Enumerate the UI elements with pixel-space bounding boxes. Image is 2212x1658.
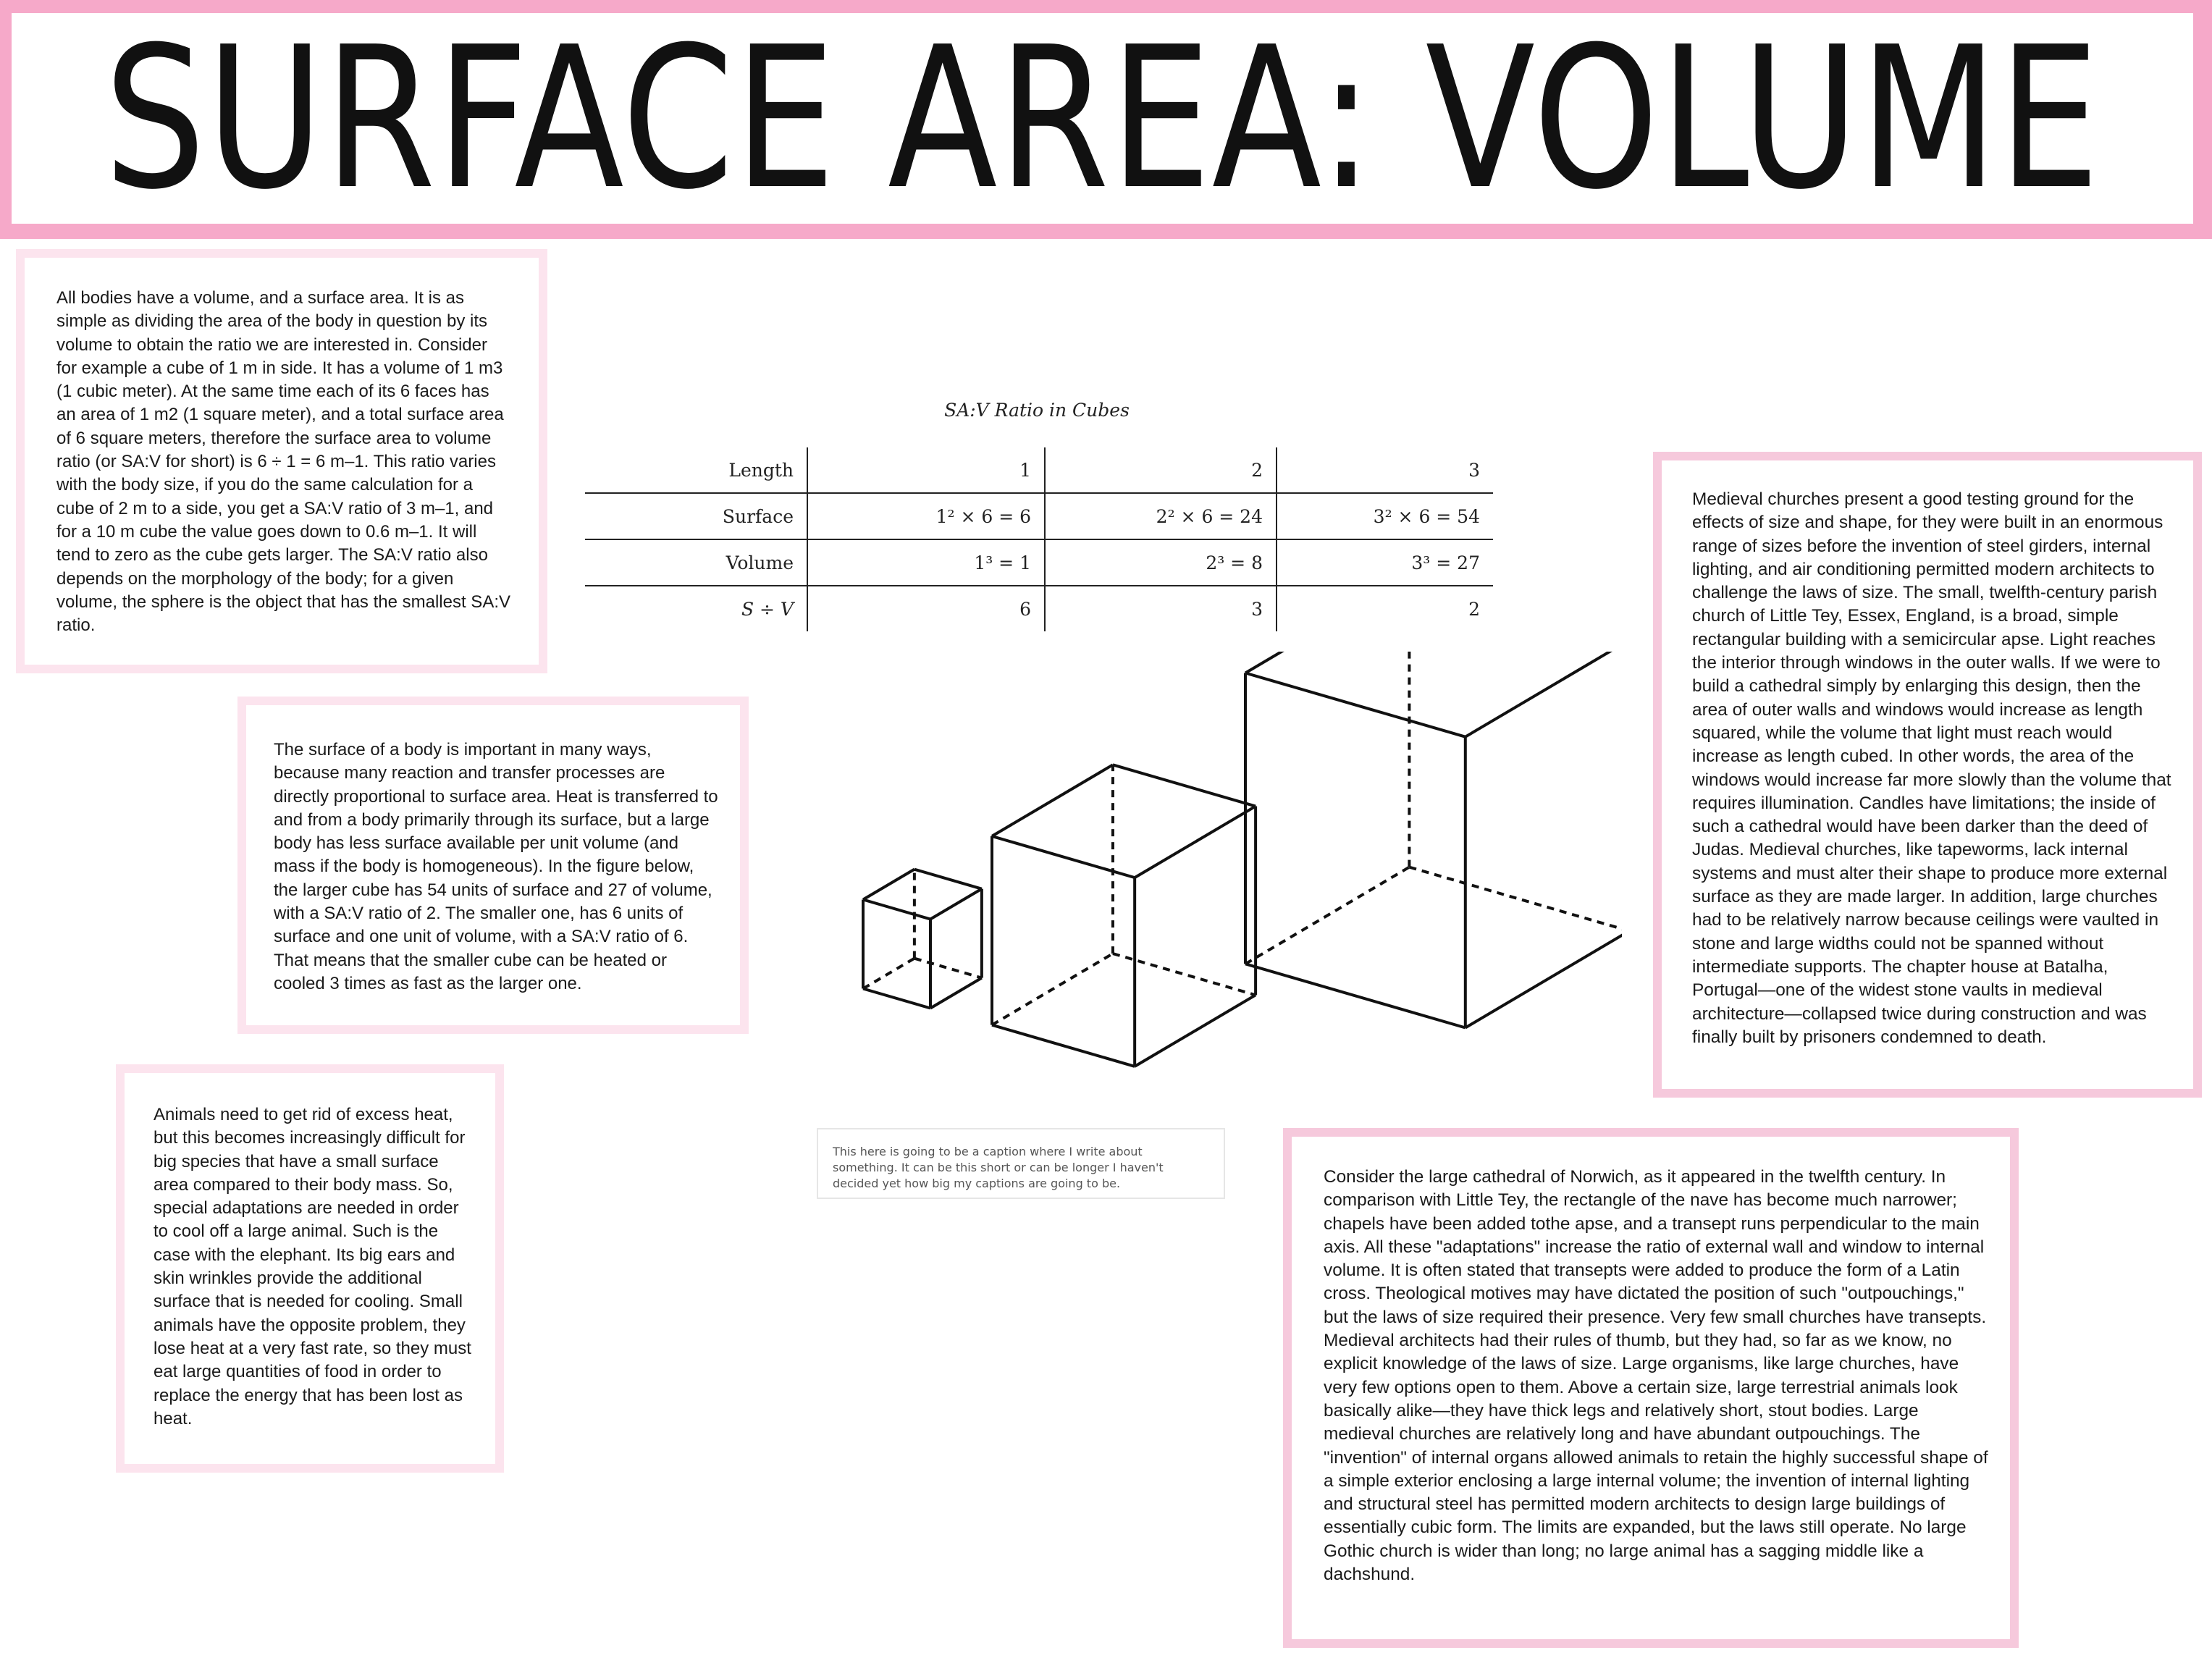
cube-hidden-edge — [914, 959, 982, 978]
table-row — [585, 447, 1493, 493]
cube-1 — [863, 870, 982, 1009]
table-cell: 2³ = 8 — [1045, 539, 1277, 586]
norwich-paragraph: Consider the large cathedral of Norwich, as it appeared in the twelfth century. In comparison with Little Tey, the rectangle of the nave has become much narrower; chapels have been added tothe apse, and a transept runs perpendicular to the main axis. All these "adaptations" increase the ratio of external wall and window to internal volume. It is often stated that transepts were added to produce the form of a Latin cross. Theological motives may have dictated the position of such "outpouchings," but the laws of size required their presence. Very few small churches have transepts. Medieval architects had their rules of thumb, but they had, so far as we know, no explicit knowledge of the laws of size. Large organisms, like large churches, have very few options open to them. Above a certain size, large terrestrial animals look basically alike—they have thick legs and relatively short, stout bodies. Large medieval churches are relatively long and have abundant outpouchings. The "invention" of internal organs allowed animals to retain the highly successful shape of a simple exterior enclosing a large internal volume; the invention of internal lighting and structural steel has permitted modern architects to design large buildings of essentially cubic form. The limits are expanded, but the laws still operate. No large Gothic church is wider than long; no large animal has a sagging middle like a dachshund. — [1324, 1167, 1988, 1585]
cube-hidden-edge — [1409, 867, 1622, 931]
table-cell: 2 — [1277, 586, 1493, 631]
table-cell: 2² × 6 = 24 — [1045, 493, 1277, 539]
table-cell: 2 — [1045, 447, 1277, 493]
cube-2 — [992, 765, 1256, 1066]
cube-edge — [992, 1025, 1135, 1066]
cube-edge — [1113, 765, 1256, 806]
cube-edge — [992, 765, 1113, 836]
row-label: Volume — [585, 539, 807, 586]
intro-paragraph: All bodies have a volume, and a surface area. It is as simple as dividing the area of the body in question by its volume to obtain the ratio we are interested in. Consider for example a cube of 1 m in side. It has a volume of 1 m3 (1 cubic meter). At the same time each of its 6 faces has an area of 1 m2 (1 square meter), and a total surface area of 6 square meters, therefore the surface area to volume ratio (or SA:V for short) is 6 ÷ 1 = 6 m–1. This ratio varies with the body size, if you do the same calculation for a cube of 2 m to a side, you get a SA:V ratio of 3 m–1, and for a 10 m cube the value goes down to 0.6 m–1. It will tend to zero as the cube gets larger. The SA:V ratio also depends on the morphology of the body; for a given volume, the sphere is the object that has the smallest SA:V ratio. — [56, 288, 510, 636]
cube-edge — [863, 870, 914, 900]
table-cell: 6 — [807, 586, 1045, 631]
table-row — [585, 539, 1493, 586]
cube-edge — [930, 978, 982, 1009]
cube-edge — [914, 870, 982, 889]
cube-edge — [863, 989, 930, 1009]
cube-edge — [1465, 652, 1622, 737]
sav-table — [585, 447, 1493, 631]
cube-edge — [1135, 807, 1256, 878]
cube-edge — [930, 889, 982, 920]
table-cell: 1³ = 1 — [807, 539, 1045, 586]
table-row — [585, 586, 1493, 631]
cube-hidden-edge — [992, 954, 1113, 1025]
animals-text-box — [116, 1064, 504, 1473]
figure-caption: This here is going to be a caption where I write about something. It can be this short or can be longer I haven't decided yet how big my captions are going to be. — [817, 1128, 1225, 1199]
table-cell: 3 — [1045, 586, 1277, 631]
table-cell: 3² × 6 = 54 — [1277, 493, 1493, 539]
table-cell: 3 — [1468, 459, 1480, 481]
churches-text-box — [1653, 452, 2202, 1098]
intro-text-box — [16, 249, 547, 673]
cube-edge — [1245, 652, 1409, 673]
surface-text-box — [237, 697, 749, 1034]
cube-edge — [1245, 673, 1465, 737]
row-label: S ÷ V — [585, 586, 807, 631]
row-label: Length — [585, 447, 807, 493]
churches-paragraph: Medieval churches present a good testing ground for the effects of size and shape, for they were built in an enormous range of sizes before the invention of steel girders, internal lighting, and air conditioning permitted modern architects to challenge the laws of size. The small, twelfth-century parish church of Little Tey, Essex, England, is a broad, simple rectangular building with a semicircular apse. Light reaches the interior through windows in the outer walls. If we were to build a cathedral simply by enlarging this design, then the area of outer walls and windows would increase as length squared, while the volume that light must reach would increase as length cubed. In other words, the area of the windows would increase far more slowly than the volume that requires illumination. Candles have limitations; the inside of such a cathedral would have been darker than the deed of Judas. Medieval churches, like tapeworms, lack internal systems and must alter their shape to produce more external surface as they are made larger. In addition, large churches had to be relatively narrow because ceilings were vaulted in stone and large widths could not be spanned without intermediate supports. The chapter house at Batalha, Portugal—one of the widest stone vaults in medieval architecture—collapsed twice during construction and was finally built by prisoners condemned to death. — [1692, 489, 2171, 1047]
table-cell: 1² × 6 = 6 — [807, 493, 1045, 539]
norwich-text-box — [1283, 1128, 2019, 1648]
surface-paragraph: The surface of a body is important in many ways, because many reaction and transfer processes are directly proportional to surface area. Heat is transferred to and from a body primarily through its surface, but a large body has less surface available per unit volume (and mass if the body is homogeneous). In the figure below, the larger cube has 54 units of surface and 27 of volume, with a SA:V ratio of 2. The smaller one, has 6 units of surface and one unit of volume, with a SA:V ratio of 6. That means that the smaller cube can be heated or cooled 3 times as fast as the larger one. — [274, 740, 718, 993]
cube-edge — [1245, 964, 1465, 1027]
table-cell: 3³ = 27 — [1277, 539, 1493, 586]
cubes-figure — [854, 652, 1622, 1072]
title-banner — [0, 0, 2212, 239]
cube-edge — [863, 900, 930, 920]
cube-3 — [1245, 652, 1622, 1028]
row-label: Surface — [585, 493, 807, 539]
animals-paragraph: Animals need to get rid of excess heat, but this becomes increasingly difficult for big species that have a small surface area compared to their body mass. So, special adaptations are needed in order to cool off a large animal. Such is the case with the elephant. Its big ears and skin wrinkles provide the additional surface that is needed for cooling. Small animals have the opposite problem, they lose heat at a very fast rate, so they must eat large quantities of food in order to replace the energy that has been lost as heat. — [154, 1105, 471, 1428]
table-title: SA:V Ratio in Cubes — [944, 400, 1130, 421]
cube-hidden-edge — [863, 959, 914, 989]
cube-hidden-edge — [1245, 867, 1409, 964]
table-row — [585, 493, 1493, 539]
title-frame — [12, 4, 2193, 232]
cube-edge — [1135, 995, 1256, 1066]
cube-edge — [1465, 931, 1622, 1028]
table-cell: 1 — [807, 447, 1045, 493]
page-title: SURFACE AREA: VOLUME — [104, 4, 2101, 232]
